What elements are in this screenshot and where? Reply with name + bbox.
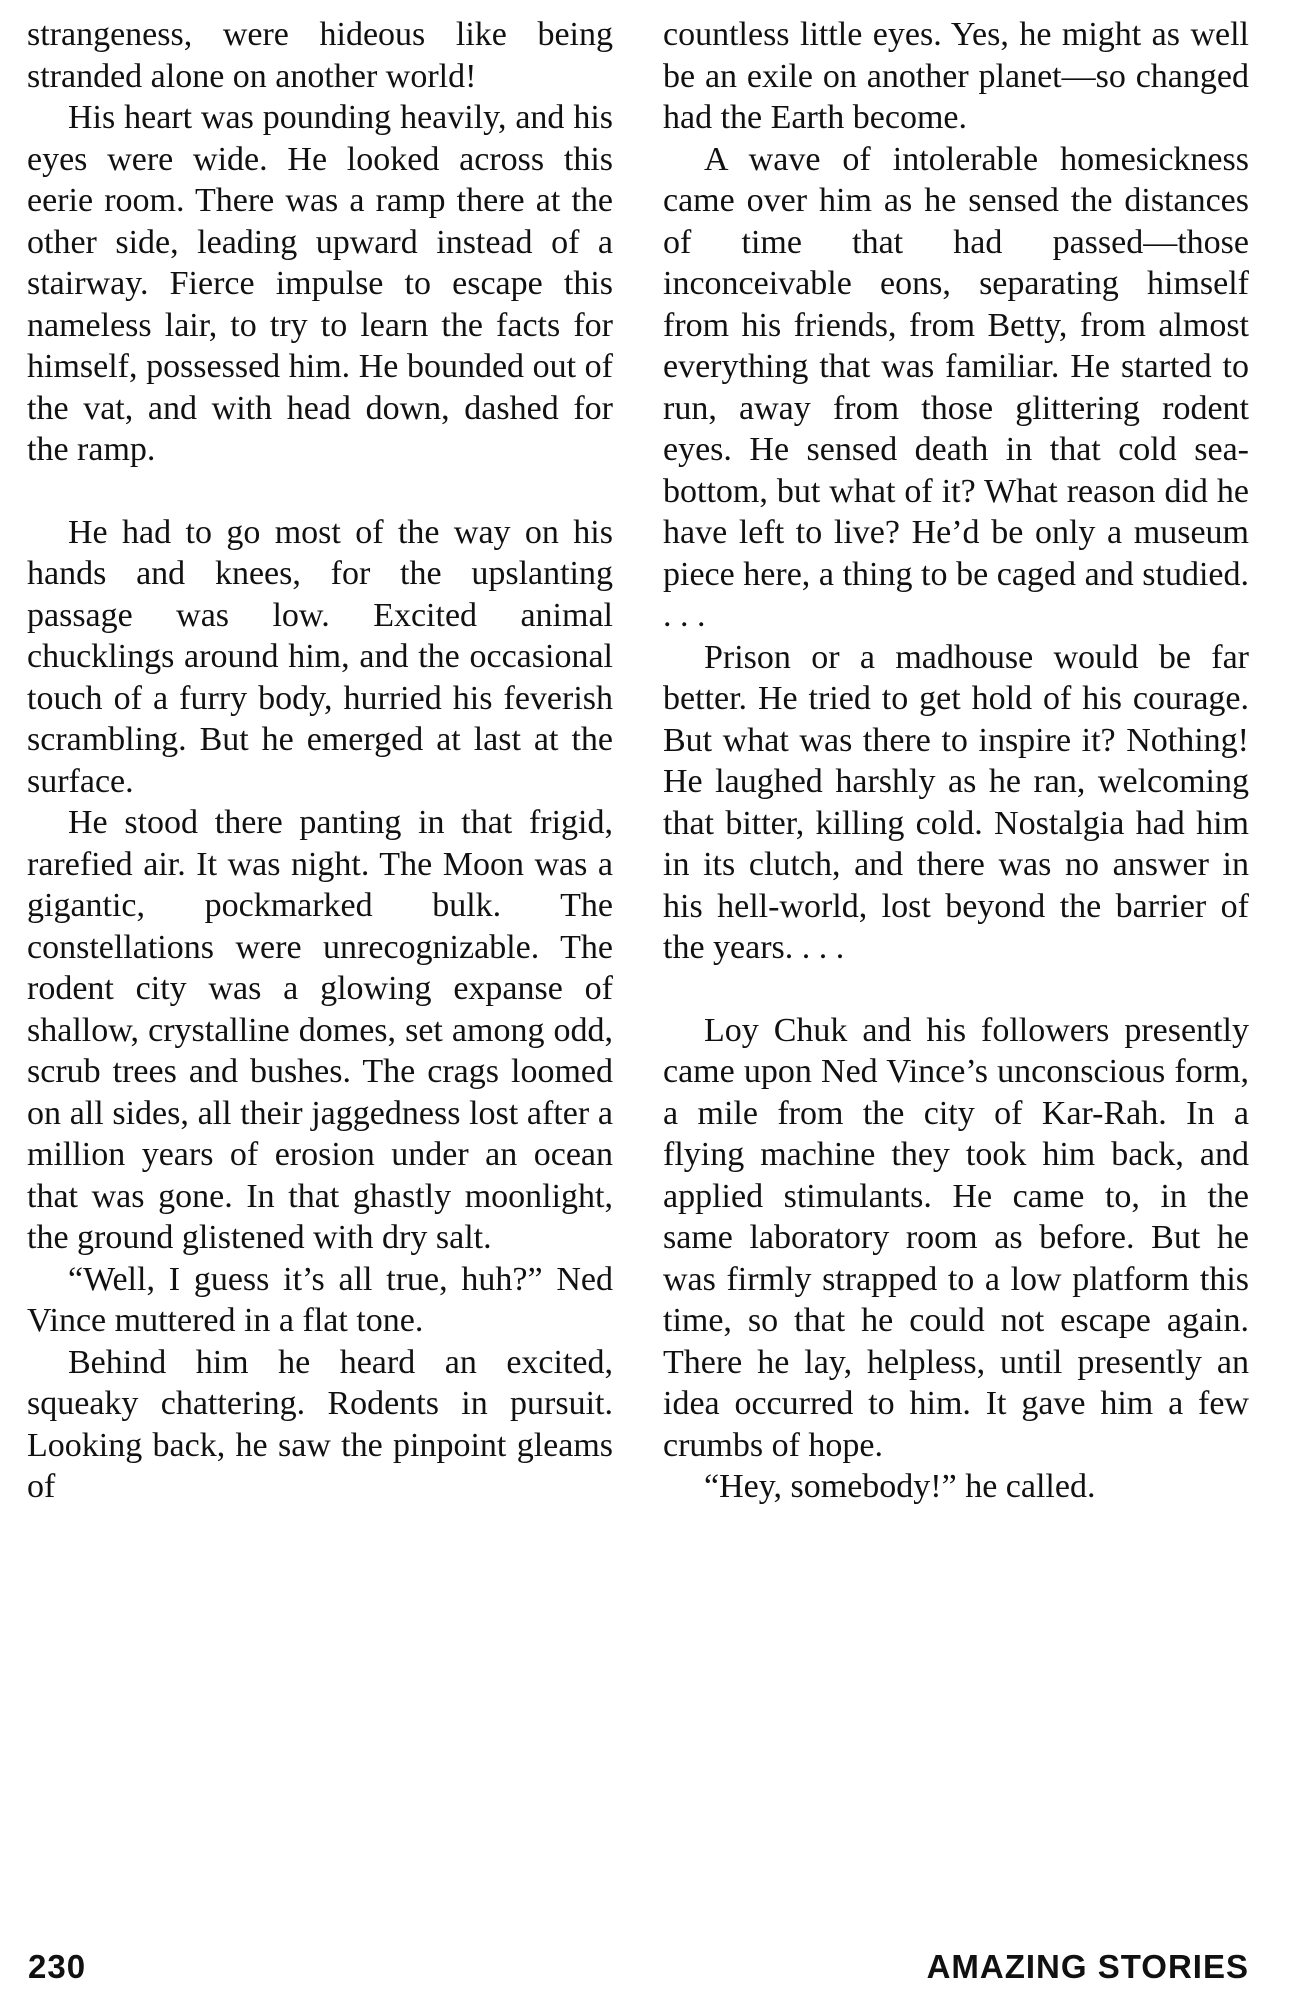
paragraph: He stood there panting in that frigid, rarefied air. It was night. The Moon was a gigantic, pockmarked bulk. The constellations were unrecognizable. The rodent city was a glowing expanse of shallow, crystalline domes, set among odd, scrub trees and bushes. The crags loomed on all sides, all their jaggedness lost after a million years of erosion under an ocean that was gone. In that ghastly moonlight, the ground glistened with dry salt. [27,804,613,1256]
paragraph: He had to go most of the way on his hands and knees, for the upslanting passage was low. Excited animal chucklings around him, and the occasional touch of a furry body, hurried his feverish scrambling. But he emerged at last at the surface. [27,513,613,800]
paragraph: “Well, I guess it’s all true, huh?” Ned Vince muttered in a flat tone. [27,1260,613,1339]
paragraph: strangeness, were hideous like being stranded alone on another world! [27,16,613,95]
paragraph: countless little eyes. Yes, he might as well be an exile on another planet—so changed had the Earth become. [663,16,1249,136]
left-column [27,14,613,1508]
running-title: AMAZING STORIES [926,1948,1249,1985]
page-number: 230 [28,1948,87,1985]
paragraph: “Hey, somebody!” he called. [704,1468,1096,1505]
paragraph: His heart was pounding heavily, and his eyes were wide. He looked across this eerie room. There was a ramp there at the other side, leading upward instead of a stairway. Fierce impulse to escape this nameless lair, to try to learn the facts for himself, possessed him. He bounded out of the vat, and with head down, dashed for the ramp. [27,99,613,468]
paragraph: Loy Chuk and his followers presently came upon Ned Vince’s unconscious form, a mile from the city of Kar-Rah. In a flying machine they took him back, and applied stimulants. He came to, in the same laboratory room as before. But he was firmly strapped to a low platform this time, so that he could not escape again. There he lay, helpless, until presently an idea occurred to him. It gave him a few crumbs of hope. [663,1011,1249,1464]
right-column [663,14,1249,1508]
paragraph: Behind him he heard an excited, squeaky chattering. Rodents in pursuit. Looking back, he saw the pinpoint gleams of [27,1343,613,1505]
paragraph: Prison or a madhouse would be far better. He tried to get hold of his courage. But what was there to inspire it? Nothing! He laughed harshly as he ran, welcoming that bitter, killing cold. Nostalgia had him in its clutch, and there was no answer in his hell-world, lost beyond the barrier of the years. . . . [663,638,1249,966]
paragraph: A wave of intolerable homesickness came over him as he sensed the distances of time that had passed—those inconceivable eons, separating himself from his friends, from Betty, from almost everything that was familiar. He started to run, away from those glittering rodent eyes. He sensed death in that cold sea-bottom, but what of it? What reason did he have left to live? He’d be only a museum piece here, a thing to be caged and studied. . . . [663,140,1249,634]
